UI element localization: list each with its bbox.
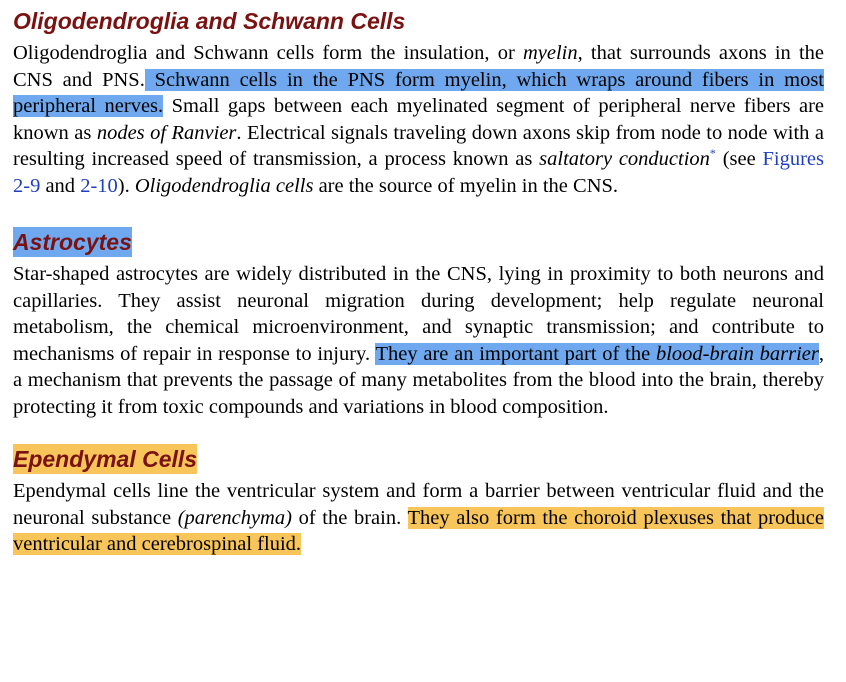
term-myelin: myelin: [522, 42, 578, 64]
text-run: , a mechanism that prevents the passage of many metabolites from the blood into the brain, thereby protecting it from toxic compounds and variations in blood composition.: [13, 342, 824, 418]
section-oligodendroglia: [13, 6, 824, 199]
highlight-text: They are an important part of the: [375, 342, 656, 365]
text-run: Small gaps between each myelinated segment of peripheral nerve fibers are known as: [13, 95, 824, 144]
term-oligodendroglia-cells: Oligodendroglia cells: [134, 174, 314, 197]
text-run: and: [40, 174, 81, 197]
highlight-choroid-plexuses: They also form the choroid plexuses that produce ventricular and cerebrospinal fluid.: [13, 506, 824, 555]
term-nodes-of-ranvier: nodes of Ranvier: [96, 121, 237, 144]
text-run: Star-shaped astrocytes are widely distributed in the CNS, lying in proximity to both neurons and capillaries. They assist neuronal migration during development; help regulate neuronal metabolism, the chemical microenvironment, and synaptic transmission; and contribute to mechanisms of repair in response to injury.: [13, 263, 824, 365]
text-run: , that surrounds axons in the CNS and PNS.: [13, 42, 824, 91]
text-run: (see: [715, 148, 763, 170]
text-run: Ependymal cells line the ventricular system and form a barrier between ventricular fluid and the neuronal substance: [13, 480, 824, 529]
text-run: . Electrical signals traveling down axons skip from node to node with a resulting increased speed of transmission, a process known as: [13, 121, 824, 170]
paragraph-ependymal: [13, 478, 824, 558]
paragraph-oligodendroglia: [13, 40, 824, 199]
document-page: [13, 6, 824, 558]
text-run: are the source of myelin in the CNS.: [313, 174, 619, 197]
figure-link-2-9[interactable]: Figures 2-9: [13, 148, 824, 197]
highlight-blood-brain-barrier: [375, 343, 818, 365]
highlight-schwann: Schwann cells in the PNS form myelin, which wraps around fibers in most peripheral nerves.: [13, 68, 824, 117]
section-heading-oligodendroglia: Oligodendroglia and Schwann Cells: [13, 8, 406, 34]
figure-link-2-10[interactable]: 2-10: [80, 174, 118, 197]
text-run: ).: [117, 174, 135, 197]
term-saltatory-conduction: saltatory conduction: [539, 148, 710, 170]
paragraph-astrocytes: [13, 261, 824, 420]
text-run: Oligodendroglia and Schwann cells form the insulation, or: [13, 42, 523, 64]
term-blood-brain-barrier: blood-brain barrier: [655, 342, 819, 365]
section-heading-astrocytes: Astrocytes: [13, 229, 132, 255]
term-parenchyma: (parenchyma): [177, 506, 292, 529]
section-astrocytes: [13, 227, 824, 420]
footnote-asterisk-link[interactable]: *: [709, 146, 716, 161]
text-run: of the brain.: [291, 506, 408, 529]
section-heading-ependymal: Ependymal Cells: [13, 446, 198, 472]
section-ependymal: [13, 444, 824, 558]
